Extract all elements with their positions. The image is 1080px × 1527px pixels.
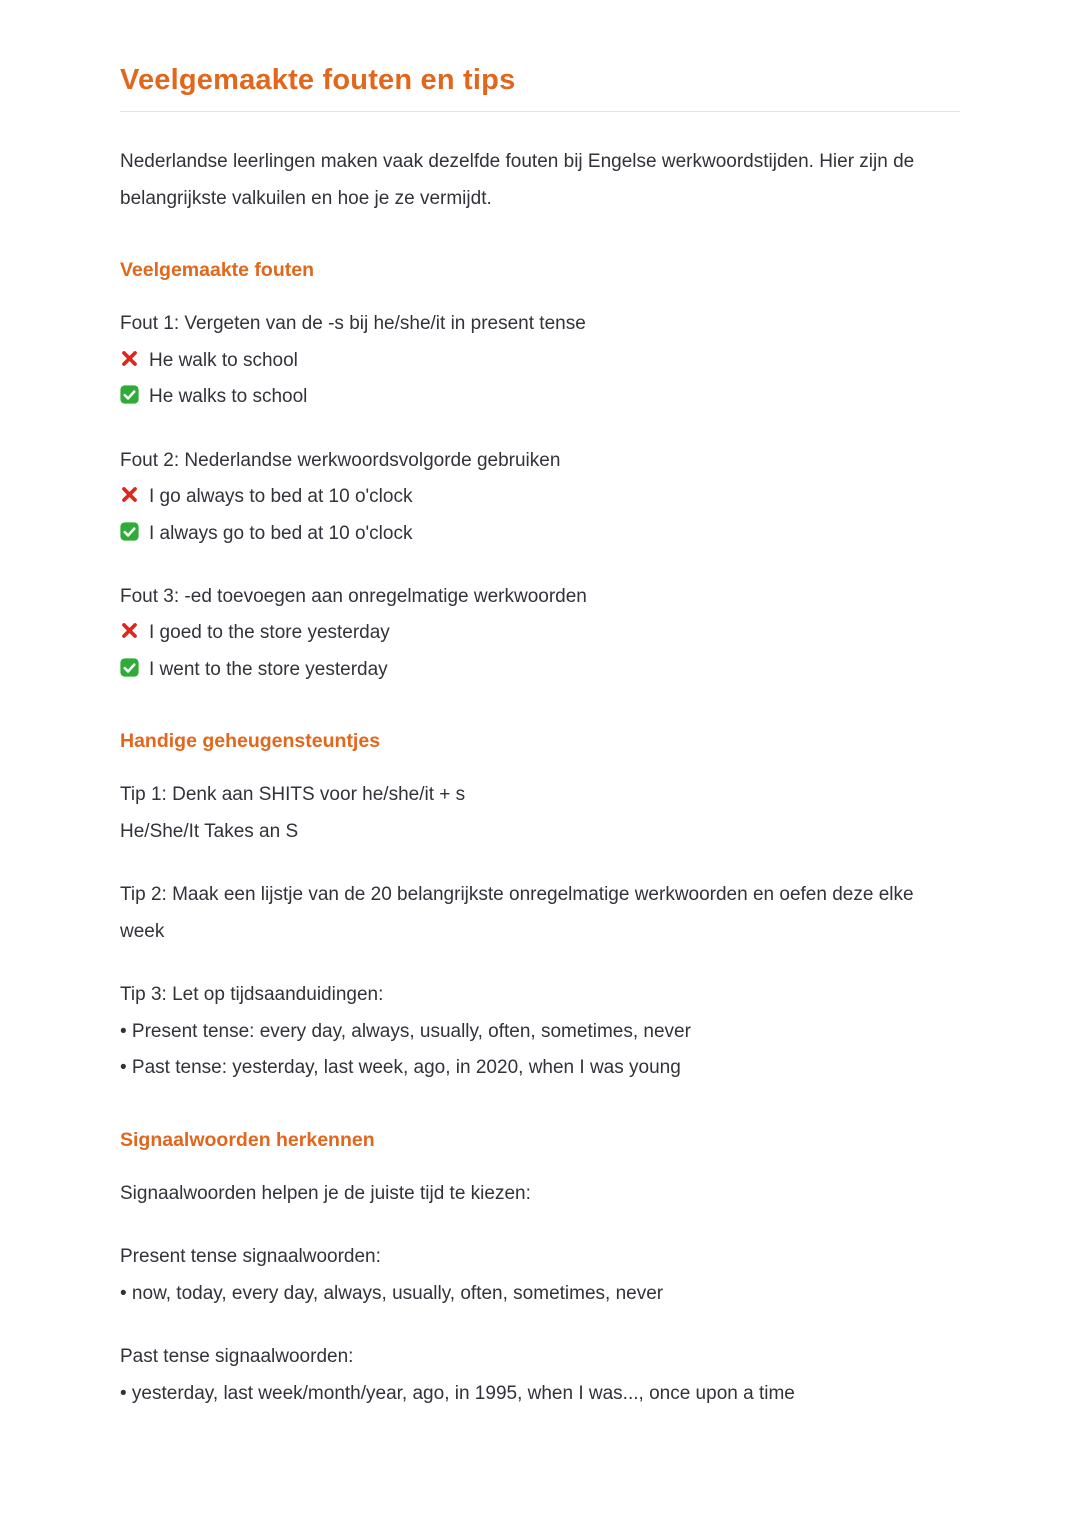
check-icon xyxy=(120,385,139,404)
cross-icon xyxy=(120,621,139,640)
page-title: Veelgemaakte fouten en tips xyxy=(120,64,516,96)
bullet-item: • Past tense: yesterday, last week, ago, in 2020, when I was young xyxy=(120,1057,681,1079)
tip-block-2: Tip 2: Maak een lijstje van de 20 belangrijkste onregelmatige werkwoorden en oefen deze elke week xyxy=(120,884,914,942)
check-icon xyxy=(120,522,139,541)
check-icon xyxy=(120,658,139,677)
section-heading-tips: Handige geheugensteuntjes xyxy=(120,730,381,753)
right-example-text: He walks to school xyxy=(149,386,308,408)
wrong-example-line xyxy=(120,615,960,651)
right-example-text: I always go to bed at 10 o'clock xyxy=(149,522,413,544)
mistake-block-2 xyxy=(120,443,960,552)
bullet-item: • yesterday, last week/month/year, ago, in 1995, when I was..., once upon a time xyxy=(120,1382,795,1404)
cross-icon xyxy=(120,485,139,504)
wrong-example-line xyxy=(120,479,960,515)
mistake-label: Fout 3: -ed toevoegen aan onregelmatige werkwoorden xyxy=(120,586,587,607)
signals-present-block xyxy=(120,1239,960,1312)
wrong-example-text: I goed to the store yesterday xyxy=(149,622,390,644)
mistake-block-1 xyxy=(120,306,960,415)
wrong-example-text: He walk to school xyxy=(149,349,298,371)
right-example-line xyxy=(120,379,960,415)
wrong-example-line xyxy=(120,343,960,379)
signals-past-block xyxy=(120,1339,960,1412)
wrong-example-text: I go always to bed at 10 o'clock xyxy=(149,486,413,508)
signals-intro: Signaalwoorden helpen je de juiste tijd te kiezen: xyxy=(120,1182,531,1204)
section-heading-mistakes: Veelgemaakte fouten xyxy=(120,259,314,282)
bullet-item: • Present tense: every day, always, usually, often, sometimes, never xyxy=(120,1020,691,1042)
right-example-line xyxy=(120,652,960,688)
intro-paragraph: Nederlandse leerlingen maken vaak dezelfde fouten bij Engelse werkwoordstijden. Hier zijn de belangrijkste valkuilen en hoe je ze vermijdt. xyxy=(120,151,915,209)
mistake-label: Fout 1: Vergeten van de -s bij he/she/it in present tense xyxy=(120,313,586,335)
tip-block-1 xyxy=(120,777,960,850)
mistake-block-3 xyxy=(120,579,960,688)
title-divider xyxy=(120,111,960,112)
right-example-text: I went to the store yesterday xyxy=(149,658,388,680)
tip-label: Tip 3: Let op tijdsaanduidingen: xyxy=(120,984,384,1006)
tip-label: Tip 1: Denk aan SHITS voor he/she/it + s xyxy=(120,784,466,806)
right-example-line xyxy=(120,516,960,552)
section-heading-signals: Signaalwoorden herkennen xyxy=(120,1128,375,1151)
bullet-item: • now, today, every day, always, usually, often, sometimes, never xyxy=(120,1282,664,1304)
cross-icon xyxy=(120,349,139,368)
tip-block-3 xyxy=(120,977,960,1086)
signals-past-label: Past tense signaalwoorden: xyxy=(120,1346,354,1368)
mistake-label: Fout 2: Nederlandse werkwoordsvolgorde gebruiken xyxy=(120,449,561,471)
tip-text: He/She/It Takes an S xyxy=(120,820,299,842)
signals-present-label: Present tense signaalwoorden: xyxy=(120,1246,381,1268)
